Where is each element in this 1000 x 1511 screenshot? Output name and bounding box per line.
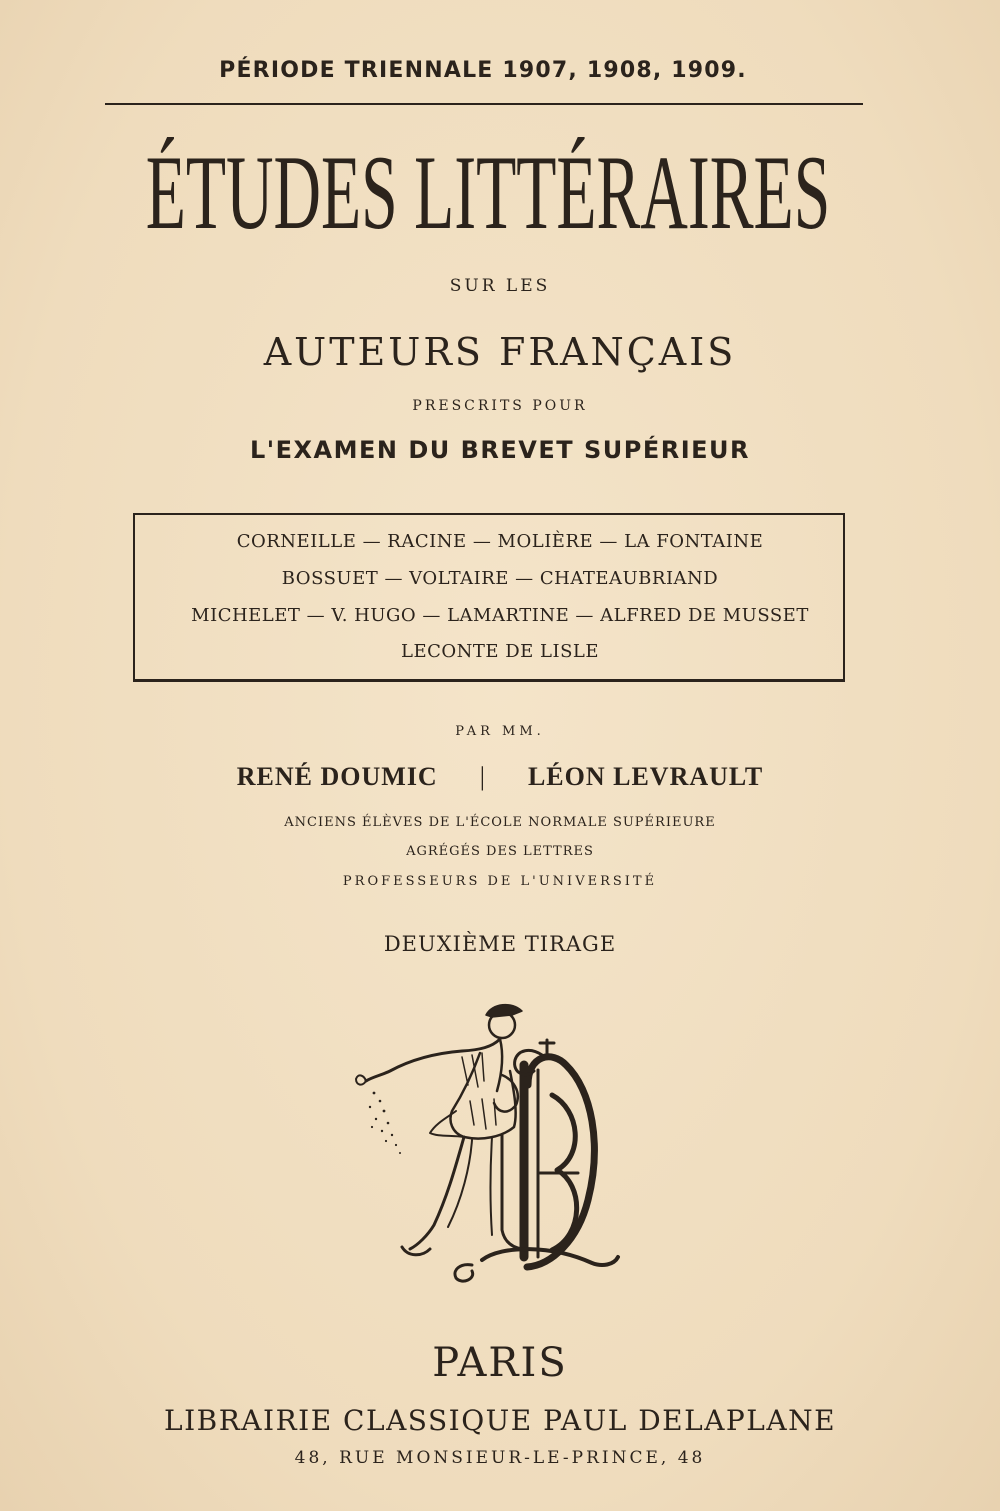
author-doumic: RENÉ DOUMIC <box>236 762 438 791</box>
printing-note: DEUXIÈME TIRAGE <box>383 932 617 956</box>
authors-line: CORNEILLE — RACINE — MOLIÈRE — LA FONTAINE <box>236 531 764 552</box>
credential-line: PROFESSEURS DE L'UNIVERSITÉ <box>342 874 658 889</box>
author-names <box>0 762 1000 792</box>
subject-heading: AUTEURS FRANÇAIS <box>263 330 737 374</box>
period-header: PÉRIODE TRIENNALE 1907, 1908, 1909. <box>219 58 747 83</box>
prescrits-text: PRESCRITS POUR <box>412 398 588 414</box>
header-rule <box>105 103 863 105</box>
book-title: ÉTUDES LITTÉRAIRES <box>145 134 831 251</box>
sur-les-text: SUR LES <box>449 276 551 296</box>
authors-line: MICHELET — V. HUGO — LAMARTINE — ALFRED DE MUSSET <box>191 605 809 626</box>
imprint-address: 48, RUE MONSIEUR-LE-PRINCE, 48 <box>294 1448 706 1468</box>
credential-line: AGRÉGÉS DES LETTRES <box>406 844 594 859</box>
sower-with-monogram-icon <box>352 995 624 1285</box>
authors-line: BOSSUET — VOLTAIRE — CHATEAUBRIAND <box>281 568 719 589</box>
author-levrault: LÉON LEVRAULT <box>527 762 764 791</box>
par-mm-text: PAR MM. <box>455 724 545 739</box>
exam-heading: L'EXAMEN DU BREVET SUPÉRIEUR <box>250 436 750 464</box>
imprint-publisher: LIBRAIRIE CLASSIQUE PAUL DELAPLANE <box>163 1404 837 1437</box>
author-separator: | <box>479 762 486 791</box>
imprint-city: PARIS <box>432 1340 568 1386</box>
authors-line: LECONTE DE LISLE <box>400 641 600 662</box>
credential-line: ANCIENS ÉLÈVES DE L'ÉCOLE NORMALE SUPÉRIEURE <box>284 815 716 830</box>
